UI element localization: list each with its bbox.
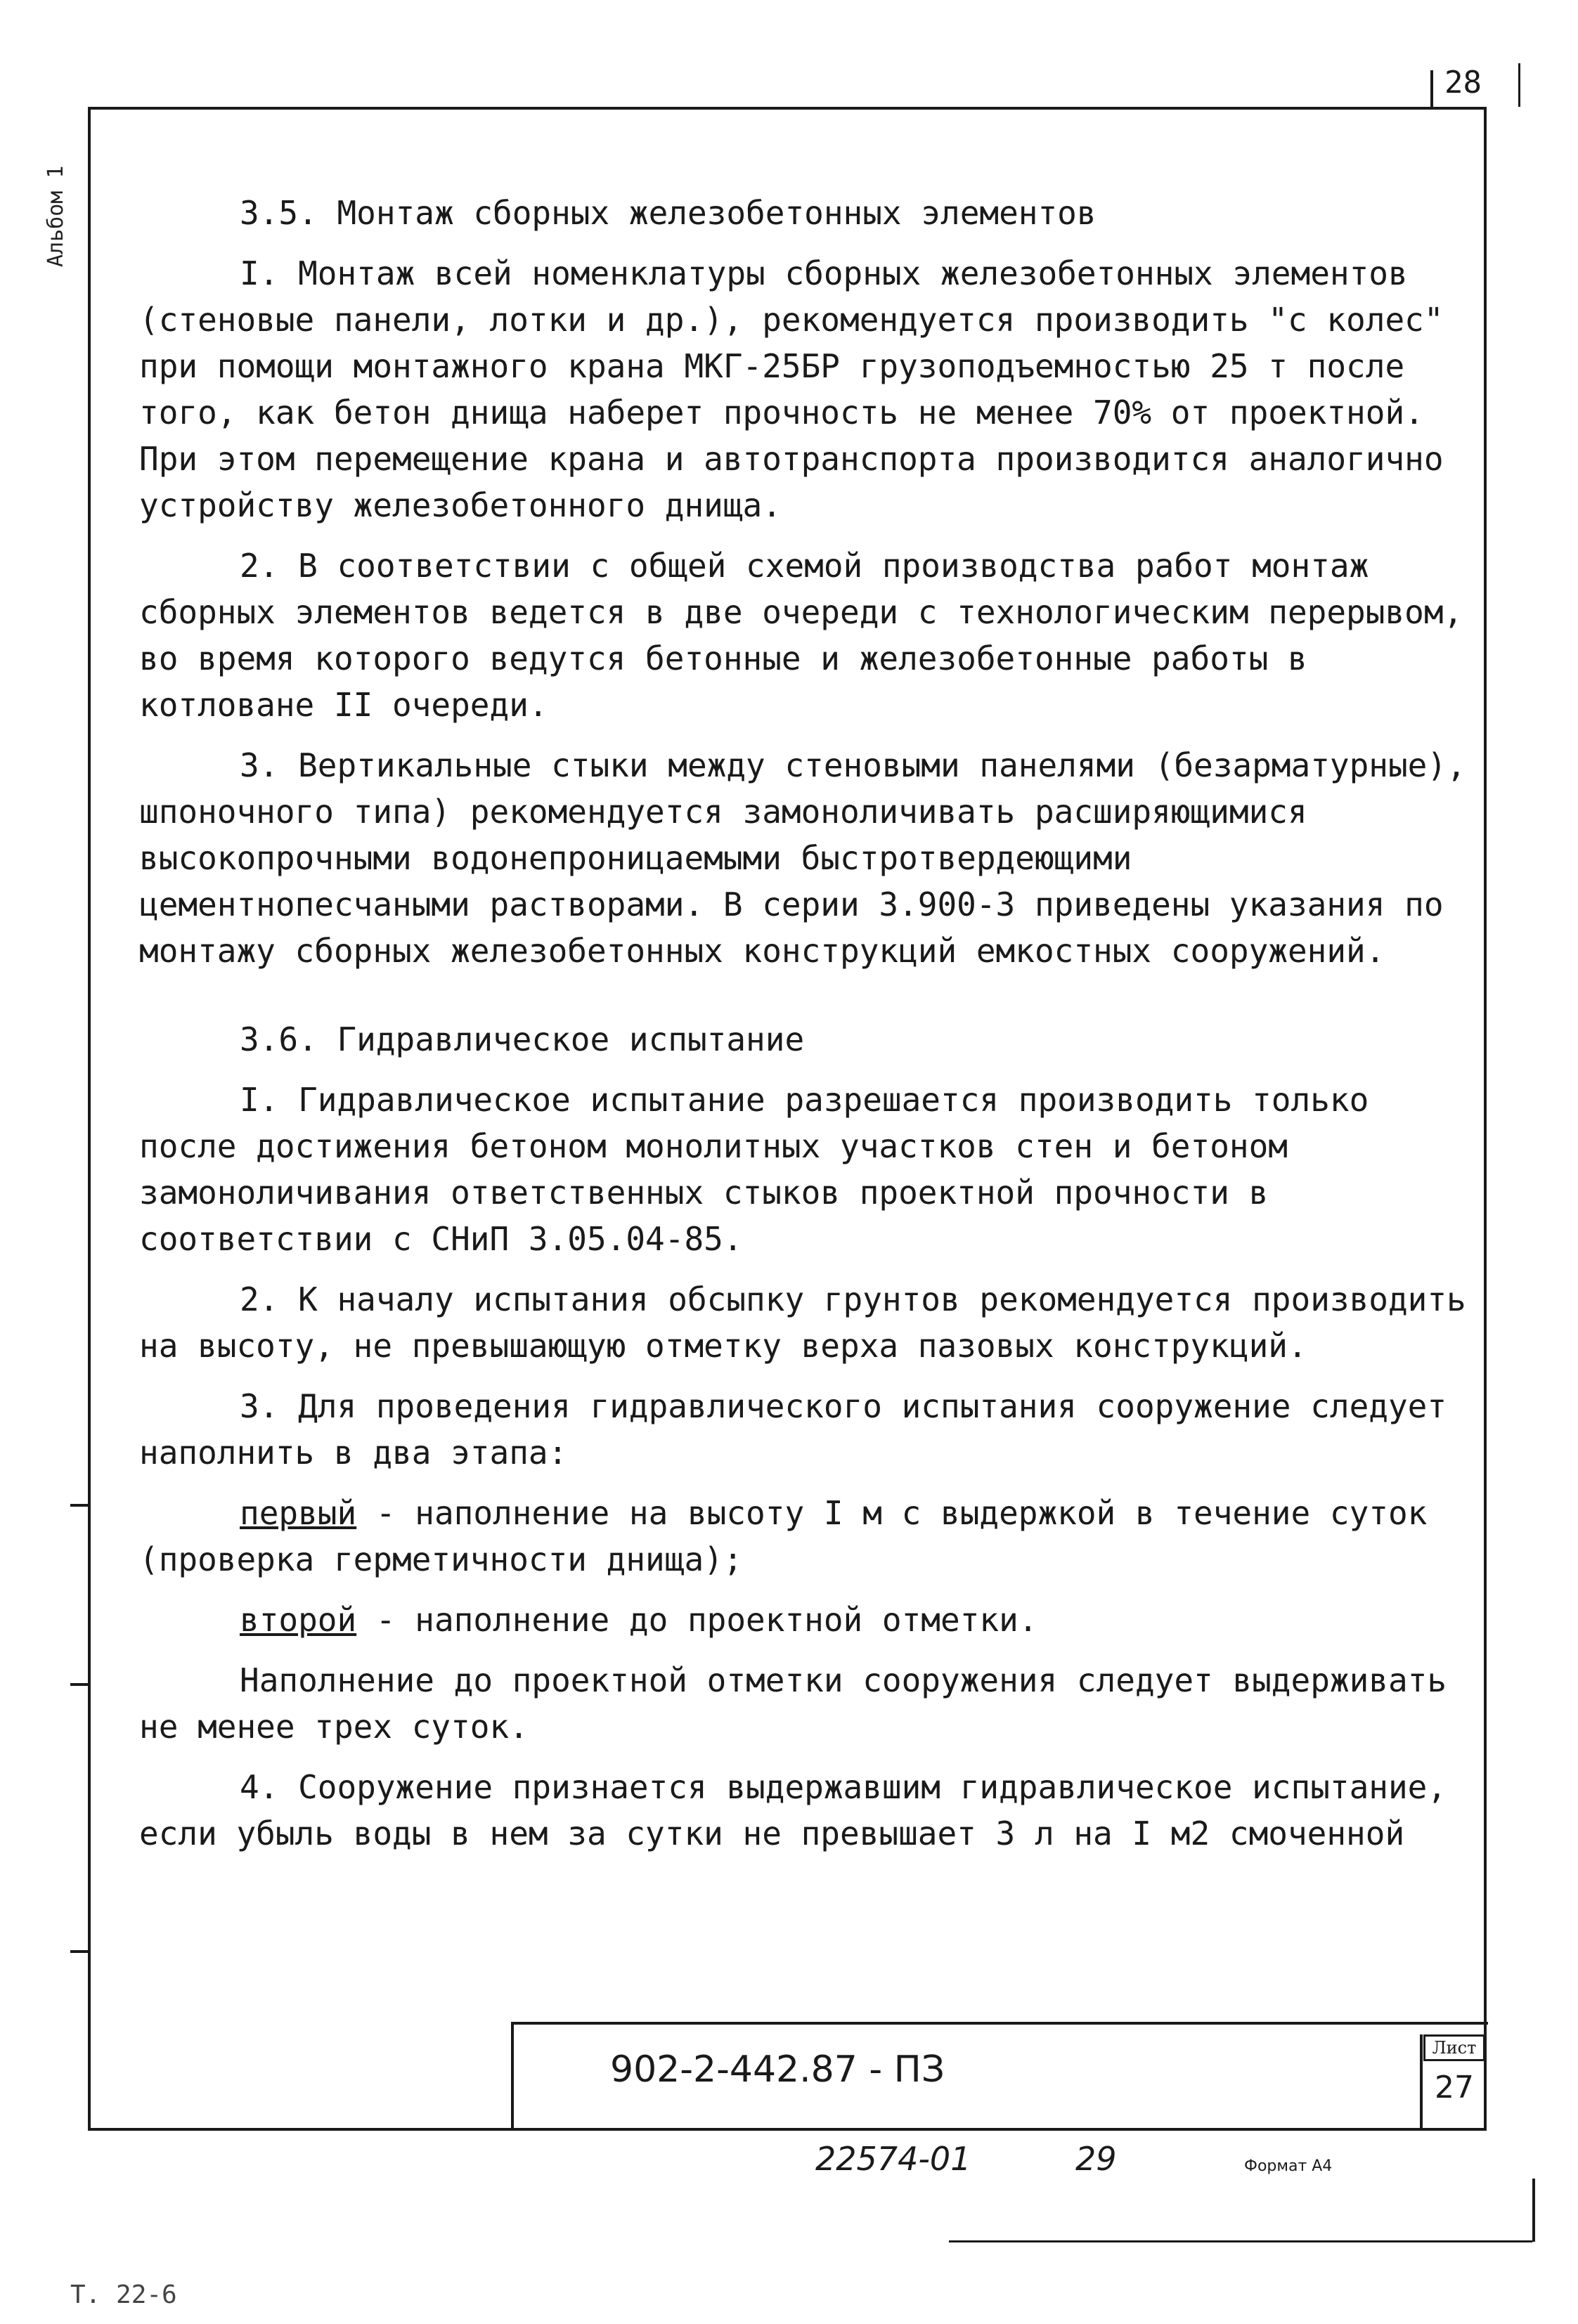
margin-tick [70, 1683, 89, 1686]
stage-1-paragraph [139, 1490, 1475, 1583]
section-heading-3-6: 3.6. Гидравлическое испытание [240, 1020, 805, 1058]
stage-1-text: - наполнение на высоту I м с выдержкой в течение суток (проверка герметичности днища); [139, 1494, 1428, 1578]
paragraph: 3. Для проведения гидравлического испытания сооружение следует наполнить в два этапа: [139, 1387, 1447, 1472]
frame-tick [1430, 70, 1433, 107]
margin-tick [70, 1504, 89, 1507]
document-code: 902-2-442.87 - ПЗ [610, 2049, 945, 2091]
inventory-code: 22574-01 [815, 2140, 971, 2178]
paragraph: 2. К началу испытания обсыпку грунтов рекомендуется производить на высоту, не превышающую отметку верха пазовых конструкций. [139, 1280, 1466, 1365]
section-heading-3-5: 3.5. Монтаж сборных железобетонных элементов [240, 194, 1097, 232]
stage-1-term: первый [240, 1494, 357, 1532]
stage-2-text: - наполнение до проектной отметки. [356, 1601, 1038, 1639]
footer-mark: Т. 22-6 [70, 2280, 177, 2309]
margin-tick [70, 1950, 89, 1953]
paragraph: 3. Вертикальные стыки между стеновыми панелями (безарматурные), шпоночного типа) рекомендуется замоноличивать расширяющимися высокопрочными водонепроницаемыми быстротвердеющими цементнопесчаными растворами. В серии 3.900-3 приведены указания по монтажу сборных железобетонных конструкций емкостных сооружений. [139, 746, 1466, 970]
hold-note: Наполнение до проектной отметки сооружения следует выдерживать не менее трех суток. [139, 1661, 1447, 1746]
paragraph: I. Монтаж всей номенклатуры сборных железобетонных элементов (стеновые панели, лотки и др.), рекомендуется производить "с колес" при помощи монтажного крана МКГ-25БР грузоподъемностью 25 т после того, как бетон днища наберет прочность не менее 70% от проектной. При этом перемещение крана и автотранспорта производится аналогично устройству железобетонного днища. [139, 254, 1444, 524]
sheet-label: Лист [1423, 2034, 1485, 2061]
stage-2-term: второй [240, 1601, 357, 1639]
document-body [139, 190, 1475, 1857]
paragraph: 2. В соответствии с общей схемой производства работ монтаж сборных элементов ведется в две очереди с технологическим перерывом, во время которого ведутся бетонные и железобетонные работы в котловане II очереди. [139, 547, 1463, 724]
cut-line [949, 2240, 1532, 2242]
sheet-number: 27 [1435, 2070, 1474, 2105]
frame-tick [1518, 63, 1520, 107]
corner-page-number: 28 [1444, 65, 1482, 100]
paragraph: I. Гидравлическое испытание разрешается производить только после достижения бетоном монолитных участков стен и бетоном замоноличивания ответственных стыков проектной прочности в соответствии с СНиП 3.05.04-85. [139, 1081, 1369, 1258]
archive-page-number: 29 [1075, 2140, 1117, 2178]
stage-2-paragraph [139, 1597, 1475, 1643]
cut-line [1532, 2179, 1535, 2242]
format-label: Формат А4 [1244, 2157, 1333, 2175]
paragraph: 4. Сооружение признается выдержавшим гидравлическое испытание, если убыль воды в нем за сутки не превышает 3 л на I м2 смоченной [139, 1768, 1447, 1852]
side-album-label: Альбом 1 [44, 165, 68, 267]
